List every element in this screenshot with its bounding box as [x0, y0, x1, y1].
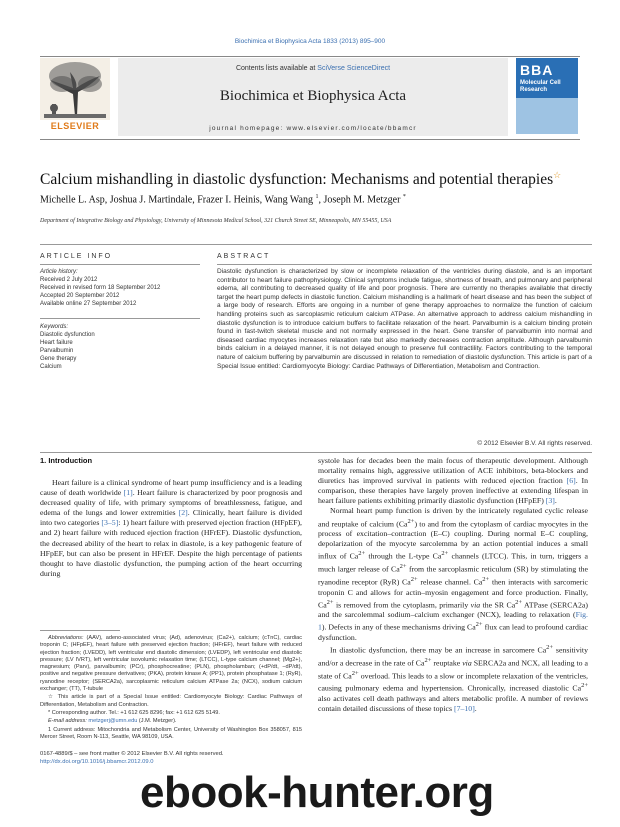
divider: [40, 244, 592, 245]
article-history: [40, 268, 205, 308]
journal-name: Biochimica et Biophysica Acta: [219, 88, 407, 104]
authors-tail: , Joseph M. Metzger: [318, 194, 403, 206]
journal-cover: [516, 58, 578, 134]
cover-subtitle: Molecular Cell Research: [520, 80, 561, 93]
keywords: [40, 323, 205, 371]
star-note-mark[interactable]: ☆: [553, 170, 562, 180]
history-heading: Article history:: [40, 269, 78, 275]
keywords-heading: Keywords:: [40, 324, 69, 330]
abbreviations-footnote: Abbreviations: (AAV), adeno-associated virus; (Ad), adenovirus; (Ca2+), calcium; (cTnC), cardiac troponin C; (HFpEF), heart failure with preserved ejection fraction; (HFrEF), heart failure with reduced ejection fraction; (LVEDD), left ventricular end diastolic dimension; (LVEDP), left ventricular end diastolic pressure; (LV IVRT), left ventricular isovolumic relaxation time; (LTCC), L-type calcium channel; (Mg2+), magnesium; (Parv), parvalbumin; (PCr), phosphocreatine; (PLN), phospholamban; (+dP/dt, −dP/dt), positive and negative pressure derivatives; (PKA), protein kinase A; (PP1), protein phosphatase 1; (RyR), ryanodine receptor; (SERCA2a), sarcoplasmic reticulum calcium ATPase 2a; (NCX), sodium calcium exchanger; (TT), T-tubule: [40, 635, 302, 693]
keyword: Heart failure: [40, 340, 73, 346]
citation-link[interactable]: [1]: [123, 488, 133, 498]
article-info-heading: ARTICLE INFO: [40, 253, 113, 260]
paragraph: Heart failure is a clinical syndrome of heart pump insufficiency and is a leading cause of death worldwide [1]. Heart failure is characterized by poor prognosis and decreased quality of life, with primary symptoms of breathlessness, fatigue, and edema of the lungs and lower extremities [2]. Clinically, heart failure is divided into two categories [3–5]: 1) heart failure with preserved ejection fraction (HFpEF), and 2) heart failure with reduced ejection fraction (HFrEF). Diastolic dysfunction, the decreased ability of the heart to relax in diastole, is a key pathogenic feature of HFpEF, but can also be present in HFrEF. Despite the high percentage of patients thought to have diastolic dysfunction, the pumping action of the heart occurring during: [40, 478, 302, 578]
citation-link[interactable]: [7–10]: [454, 704, 475, 713]
email-link[interactable]: metzgerj@umn.edu: [88, 718, 138, 725]
divider: [40, 452, 592, 453]
citation-link[interactable]: [3–5]: [101, 518, 119, 528]
history-item: Accepted 20 September 2012: [40, 293, 120, 299]
doi-link[interactable]: http://dx.doi.org/10.1016/j.bbamcr.2012.09.0: [40, 758, 154, 765]
keyword: Parvalbumin: [40, 348, 74, 354]
intro-left-column: [40, 478, 302, 579]
paragraph: Normal heart pump function is driven by the intricately regulated cyclic release and reuptake of calcium $(Ca^{2+})$ to and from the cytoplasm of cardiac myocytes in the process of excitation–contraction (E–C) coupling. During normal E–C coupling, depolarization of the myocyte sarcolemma by an action potential induces a small influx of $Ca^{2+}$ through the L-type $Ca^{2+}$ channels (LTCC). This, in turn, triggers a much larger release of $Ca^{2+}$ from the sarcoplasmic reticulum (SR) by stimulating the ryanodine receptor (RyR) $Ca^{2+}$ release channel. $Ca^{2+}$ then interacts with sarcomeric troponin C and allows for actin–myosin engagement and force production. Finally, $Ca^{2+}$ is removed from the cytoplasm, primarily via the SR $Ca^{2+}$ ATPase (SERCA2a) and the sarcolemmal sodium–calcium exchanger (NCX), leading to relaxation (Fig. 1). Defects in any of these mechanisms driving $Ca^{2+}$ flux can lead to profound cardiac dysfunction.: [318, 506, 589, 643]
history-item: Received 2 July 2012: [40, 277, 98, 283]
footnote-divider: [40, 630, 120, 631]
divider: [217, 264, 592, 265]
paragraph: systole has for decades been the main focus of therapeutic development. Although mortality remains high, aggressive utilization of ACE inhibitors, beta-blockers and diuretics has improved survival in patients with reduced ejection fraction [6]. In comparison, these therapies have largely proven ineffective at extending lifespan in heart failure patients exhibiting primarily diastolic dysfunction (HFpEF) [3].: [318, 456, 588, 506]
author-footnote-mark[interactable]: 1: [315, 194, 319, 200]
special-issue-footnote: ☆ This article is part of a Special Issue entitled: Cardiomyocyte Biology: Cardiac Pathways of Differentiation, Metabolism and Contraction.: [40, 694, 302, 708]
authors-text: Michelle L. Asp, Joshua J. Martindale, Frazer I. Heinis, Wang Wang: [40, 194, 316, 206]
journal-reference[interactable]: Biochimica et Biophysica Acta 1833 (2013) 895–900: [234, 38, 386, 45]
sciencedirect-link[interactable]: SciVerse ScienceDirect: [317, 65, 391, 72]
issn-line: 0167-4889/$ – see front matter © 2012 Elsevier B.V. All rights reserved.: [40, 751, 224, 757]
footnotes: [40, 635, 302, 742]
citation-link[interactable]: [6]: [566, 476, 576, 486]
article-title: [40, 170, 600, 189]
citation-link[interactable]: [3]: [545, 496, 555, 506]
divider: [40, 318, 200, 319]
affiliation: Department of Integrative Biology and Physiology, University of Minnesota Medical School, 321 Church Street SE, Minneapolis, MN 55455, USA: [40, 218, 392, 224]
paragraph: In diastolic dysfunction, there may be an increase in sarcomere $Ca^{2+}$ sensitivity and/or a decrease in the rate of $Ca^{2+}$ reuptake via SERCA2a and NCX, all leading to a state of $Ca^{2+}$ overload. This leads to a slow or incomplete relaxation of the ventricles, causing pulmonary edema and hypertension. Chronically, increased diastolic $Ca^{2+}$ also activates cell death pathways and alters metabolic profile. A number of reviews contain detailed discussions of these topics [7–10].: [318, 644, 589, 713]
cover-stripe: [516, 98, 578, 134]
contents-prefix: Contents lists available at: [235, 65, 318, 72]
journal-homepage[interactable]: journal homepage: www.elsevier.com/locate/bbamcr: [209, 125, 417, 132]
copyright: © 2012 Elsevier B.V. All rights reserved.: [477, 440, 592, 447]
keyword: Gene therapy: [40, 356, 77, 362]
email-footnote: E-mail address: metzgerj@umn.edu (J.M. Metzger).: [48, 718, 177, 725]
publisher-logo-text: ELSEVIER: [50, 121, 100, 131]
article-title-text: Calcium mishandling in diastolic dysfunction: Mechanisms and potential therapies: [40, 171, 554, 189]
corresponding-author-mark[interactable]: *: [402, 194, 406, 200]
history-item: Available online 27 September 2012: [40, 301, 137, 307]
corresponding-author-footnote: * Corresponding author. Tel.: +1 612 625 8296; fax: +1 612 625 5149.: [48, 709, 220, 716]
cover-title: BBA: [520, 62, 554, 78]
abstract-heading: ABSTRACT: [217, 253, 271, 260]
history-item: Received in revised form 18 September 2012: [40, 285, 161, 291]
citation-link[interactable]: [2]: [178, 508, 188, 518]
watermark: ebook-hunter.org: [140, 768, 494, 817]
keyword: Calcium: [40, 364, 62, 370]
keyword: Diastolic dysfunction: [40, 332, 95, 338]
intro-right-column: [318, 456, 588, 714]
contents-line: [118, 65, 508, 72]
section-heading: 1. Introduction: [40, 456, 93, 465]
author-list: [40, 194, 600, 205]
figure-link[interactable]: Fig. 1: [318, 610, 588, 632]
current-address-footnote: 1 Current address: Mitochondria and Metabolism Center, University of Washington Box 358057, 815 Mercer Street, Room N-113, Seattle, WA 98109, USA.: [40, 726, 302, 740]
abstract-text: Diastolic dysfunction is characterized by slow or incomplete relaxation of the ventricles during diastole, and is an important contributor to heart failure pathophysiology. Clinical symptoms include fatigue, shortness of breath, and pulmonary and peripheral edema, all contributing to decreased quality of life and poor prognosis. There are currently no therapies available that directly target the heart pump defects in diastolic function. Calcium mishandling is a hallmark of heart disease and has been the subject of a large body of research. Efforts are ongoing in a number of gene therapy approaches to normalize the function of calcium handling proteins such as sarcoplasmic reticulum calcium ATPase. An alternative approach to address calcium mishandling in diastolic dysfunction is to introduce calcium buffers to facilitate relaxation of the heart. Parvalbumin is a calcium binding protein found in fast-twitch skeletal muscle and not normally expressed in the heart. Gene transfer of parvalbumin into normal and diseased cardiac myocytes increases relaxation rate but also markedly decreases contraction amplitude. Although parvalbumin binds calcium in a delayed manner, it is not delayed enough to preserve full contractility. Factors contributing to the temporal nature of calcium buffering by parvalbumin are discussed in relation to remediation of diastolic dysfunction. This article is part of a Special Issue entitled: Cardiomyocyte Biology: Cardiac Pathways of Differentiation, Metabolism and Contraction.: [217, 268, 592, 370]
divider: [40, 264, 200, 265]
front-matter: [40, 751, 302, 766]
